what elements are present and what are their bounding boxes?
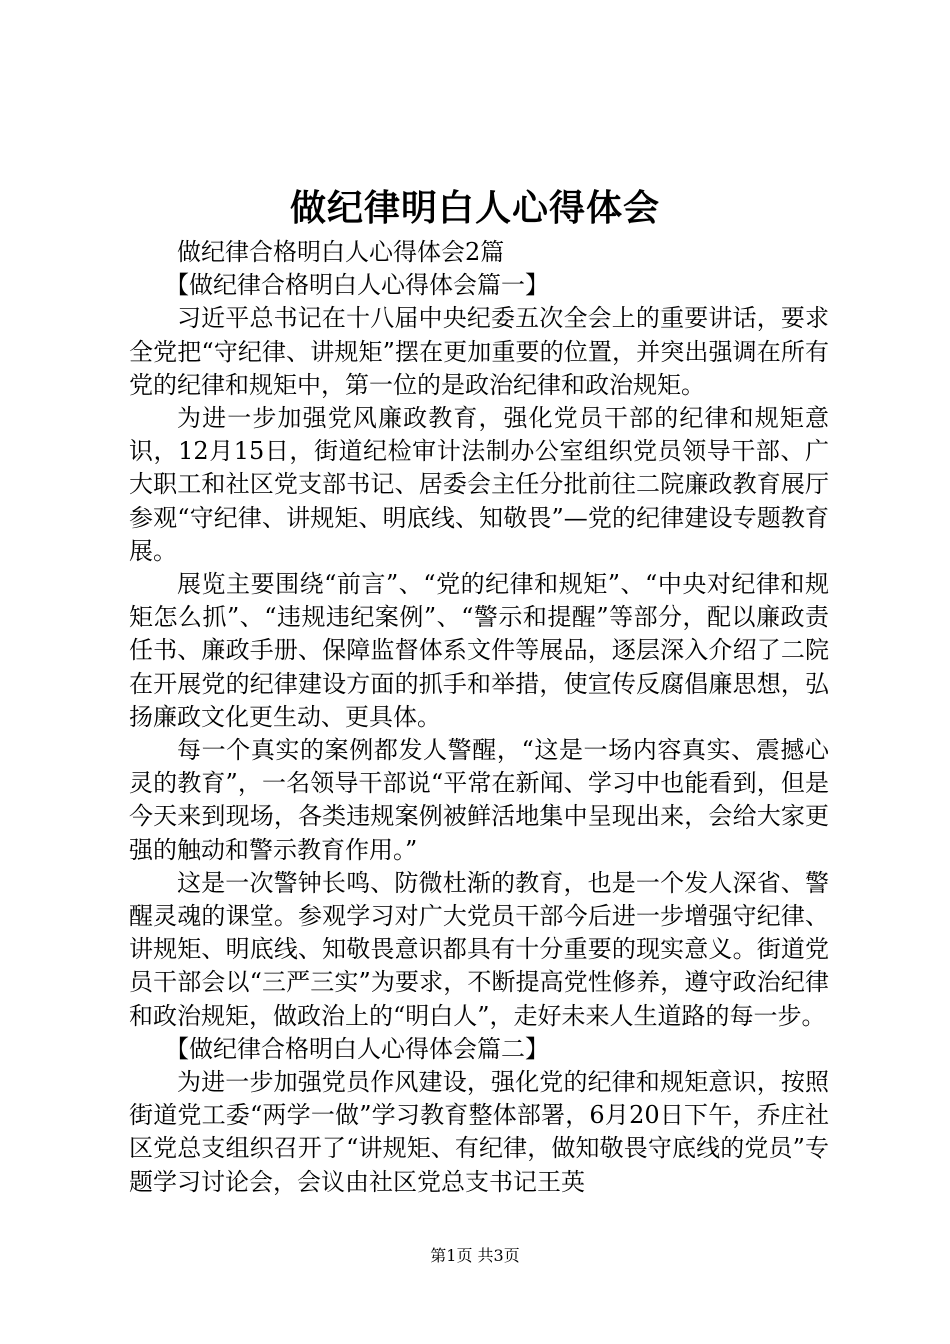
paragraph: 为进一步加强党风廉政教育，强化党员干部的纪律和规矩意识，12月15日，街道纪检审计法制办公室组织党员领导干部、广大职工和社区党支部书记、居委会主任分批前往二院廉政教育展厅参观“守纪律、讲规矩、明底线、知敬畏”—党的纪律建设专题教育展。 bbox=[129, 404, 829, 565]
section-heading-1: 【做纪律合格明白人心得体会篇一】 bbox=[165, 271, 549, 300]
paragraph: 习近平总书记在十八届中央纪委五次全会上的重要讲话，要求全党把“守纪律、讲规矩”摆在更加重要的位置，并突出强调在所有党的纪律和规矩中，第一位的是政治纪律和政治规矩。 bbox=[129, 304, 829, 399]
paragraph: 展览主要围绕“前言”、“党的纪律和规矩”、“中央对纪律和规矩怎么抓”、“违规违纪案例”、“警示和提醒”等部分，配以廉政责任书、廉政手册、保障监督体系文件等展品，逐层深入介绍了二院在开展党的纪律建设方面的抓手和举措，使宣传反腐倡廉思想，弘扬廉政文化更生动、更具体。 bbox=[129, 570, 829, 731]
document-body bbox=[129, 236, 829, 1199]
document-title: 做纪律明白人心得体会 bbox=[289, 187, 660, 229]
paragraph: 这是一次警钟长鸣、防微杜渐的教育，也是一个发人深省、警醒灵魂的课堂。参观学习对广大党员干部今后进一步增强守纪律、讲规矩、明底线、知敬畏意识都具有十分重要的现实意义。街道党员干部会以“三严三实”为要求，不断提高党性修养，遵守政治纪律和政治规矩，做政治上的“明白人”，走好未来人生道路的每一步。 bbox=[129, 868, 829, 1030]
paragraph: 为进一步加强党员作风建设，强化党的纪律和规矩意识，按照街道党工委“两学一做”学习教育整体部署，6月20日下午，乔庄社区党总支组织召开了“讲规矩、有纪律，做知敬畏守底线的党员”专题学习讨论会，会议由社区党总支书记王英 bbox=[129, 1068, 829, 1196]
paragraph-subtitle: 做纪律合格明白人心得体会2篇 bbox=[177, 238, 505, 266]
paragraph: 每一个真实的案例都发人警醒，“这是一场内容真实、震撼心灵的教育”，一名领导干部说“平常在新闻、学习中也能看到，但是今天来到现场，各类违规案例被鲜活地集中呈现出来，会给大家更强的触动和警示教育作用。” bbox=[129, 736, 829, 864]
page-footer: 第1页 共3页 bbox=[430, 1246, 520, 1265]
section-heading-2: 【做纪律合格明白人心得体会篇二】 bbox=[165, 1034, 549, 1063]
